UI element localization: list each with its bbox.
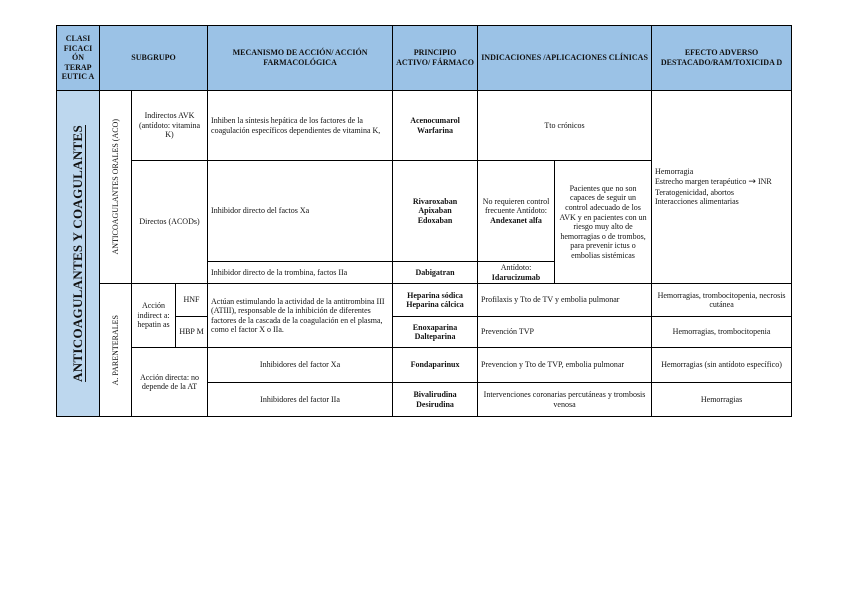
- xa-antidoto: Andexanet alfa: [490, 215, 542, 225]
- orales-efecto: [652, 91, 792, 284]
- fondaparinux-efecto: Hemorragias (sin antídoto específico): [652, 348, 792, 383]
- efecto-interacciones: Interacciones alimentarias: [655, 197, 739, 207]
- xa-indicacion-text: No requieren control frecuente Antídoto:: [482, 196, 550, 216]
- orales-group-cell: [100, 91, 132, 284]
- header-clasificacion: CLASI FICACI ÓN TERAP EUTIC A: [57, 26, 100, 91]
- indirectos-indicacion: Tto crónicos: [478, 91, 652, 161]
- farmaco-apixaban: Apixaban: [418, 206, 452, 216]
- indirectos-mecanismo: Inhiben la síntesis hepática de los factores de la coagulación específicos dependientes de vitamina K,: [208, 91, 393, 161]
- header-efecto: EFECTO ADVERSO DESTACADO/RAM/TOXICIDA D: [652, 26, 792, 91]
- iia-indicacion: Intervenciones coronarias percutáneas y trombosis venosa: [478, 383, 652, 417]
- efecto-margen: Estrecho margen terapéutico → INR: [655, 176, 772, 187]
- orales-group-label: ANTICOAGULANTES ORALES (ACO): [110, 119, 120, 255]
- table-row: [57, 348, 792, 383]
- parenterales-directa: Acción directa: no depende de la AT: [132, 348, 208, 417]
- indirectos-farmaco: [393, 91, 478, 161]
- farmaco-rivaroxaban: Rivaroxaban: [412, 196, 458, 206]
- hbpm-efecto: Hemorragias, trombocitopenia: [652, 317, 792, 348]
- header-mecanismo: MECANISMO DE ACCIÓN/ ACCIÓN FARMACOLÓGICA: [208, 26, 393, 91]
- header-indicaciones: INDICACIONES /APLICACIONES CLÍNICAS: [478, 26, 652, 91]
- farmaco-heparina-sodica: Heparina sódica: [407, 290, 463, 300]
- drug-classification-table: [56, 25, 792, 417]
- directos-pacientes: Pacientes que no son capaces de seguir un control adecuado de los AVK y en pacientes con un riesgo muy alto de hemorragias o de trombos, para prevenir ictus o embolias sistémicas: [555, 161, 652, 284]
- parenterales-indirecta: Acción indirect a: hepatin as: [132, 284, 176, 348]
- trombina-antidoto-label: Antídoto:: [500, 263, 532, 272]
- fondaparinux-indicacion: Prevencion y Tto de TVP, embolia pulmonar: [478, 348, 652, 383]
- parenterales-group-label: A. PARENTERALES: [110, 314, 120, 386]
- iia-efecto: Hemorragias: [652, 383, 792, 417]
- fondaparinux-farmaco: Fondaparinux: [393, 348, 478, 383]
- clasificacion-label: ANTICOAGULANTES Y COAGULANTES: [70, 125, 86, 383]
- subgrupo-hnf: HNF: [176, 284, 208, 317]
- parenterales-group-cell: [100, 284, 132, 417]
- xa-indicacion: [478, 161, 555, 262]
- heparinas-mecanismo: Actúan estimulando la actividad de la antitrombina III (ATIII), responsable de la inhibición de diferentes factores de la cascada de la coagulación en el plasma, como el factor X o IIa.: [208, 284, 393, 348]
- table-row: [57, 284, 792, 317]
- subgrupo-hbpm: HBP M: [176, 317, 208, 348]
- farmaco-heparina-calcica: Heparina cálcica: [406, 300, 464, 310]
- hnf-indicacion: Profilaxis y Tto de TV y embolia pulmonar: [478, 284, 652, 317]
- farmaco-dalteparina: Dalteparina: [414, 332, 456, 342]
- arrow-right-icon: →: [748, 176, 756, 187]
- farmaco-acenocumarol: Acenocumarol: [410, 115, 460, 125]
- hnf-farmaco: [393, 284, 478, 317]
- hnf-efecto: Hemorragias, trombocitopenia, necrosis cutánea: [652, 284, 792, 317]
- xa-inhibidores-mecanismo: Inhibidores del factor Xa: [208, 348, 393, 383]
- farmaco-edoxaban: Edoxaban: [417, 215, 453, 225]
- orales-indirectos: Indirectos AVK (antídoto: vitamina K): [132, 91, 208, 161]
- trombina-farmaco: Dabigatran: [393, 262, 478, 284]
- xa-farmaco: [393, 161, 478, 262]
- trombina-mecanismo: Inhibidor directo de la trombina, factos IIa: [208, 262, 393, 284]
- xa-mecanismo: Inhibidor directo del factos Xa: [208, 161, 393, 262]
- trombina-antidoto: Idarucizumab: [491, 272, 541, 282]
- hbpm-farmaco: [393, 317, 478, 348]
- header-principio: PRINCIPIO ACTIVO/ FÁRMACO: [393, 26, 478, 91]
- farmaco-warfarina: Warfarina: [417, 125, 454, 135]
- header-subgrupo: SUBGRUPO: [100, 26, 208, 91]
- efecto-hemorragia: Hemorragia: [655, 167, 694, 177]
- hbpm-indicacion: Prevención TVP: [478, 317, 652, 348]
- trombina-indicacion: [478, 262, 555, 284]
- table-row: [57, 91, 792, 161]
- iia-farmaco: [393, 383, 478, 417]
- farmaco-enoxaparina: Enoxaparina: [412, 322, 458, 332]
- efecto-teratogenicidad: Teratogenicidad, abortos: [655, 187, 735, 197]
- orales-directos: Directos (ACODs): [132, 161, 208, 284]
- header-row: [57, 26, 792, 91]
- farmaco-desirudina: Desirudina: [416, 399, 454, 409]
- iia-inhibidores-mecanismo: Inhibidores del factor IIa: [208, 383, 393, 417]
- clasificacion-cell: [57, 91, 100, 417]
- farmaco-bivalirudina: Bivalirudina: [413, 390, 457, 400]
